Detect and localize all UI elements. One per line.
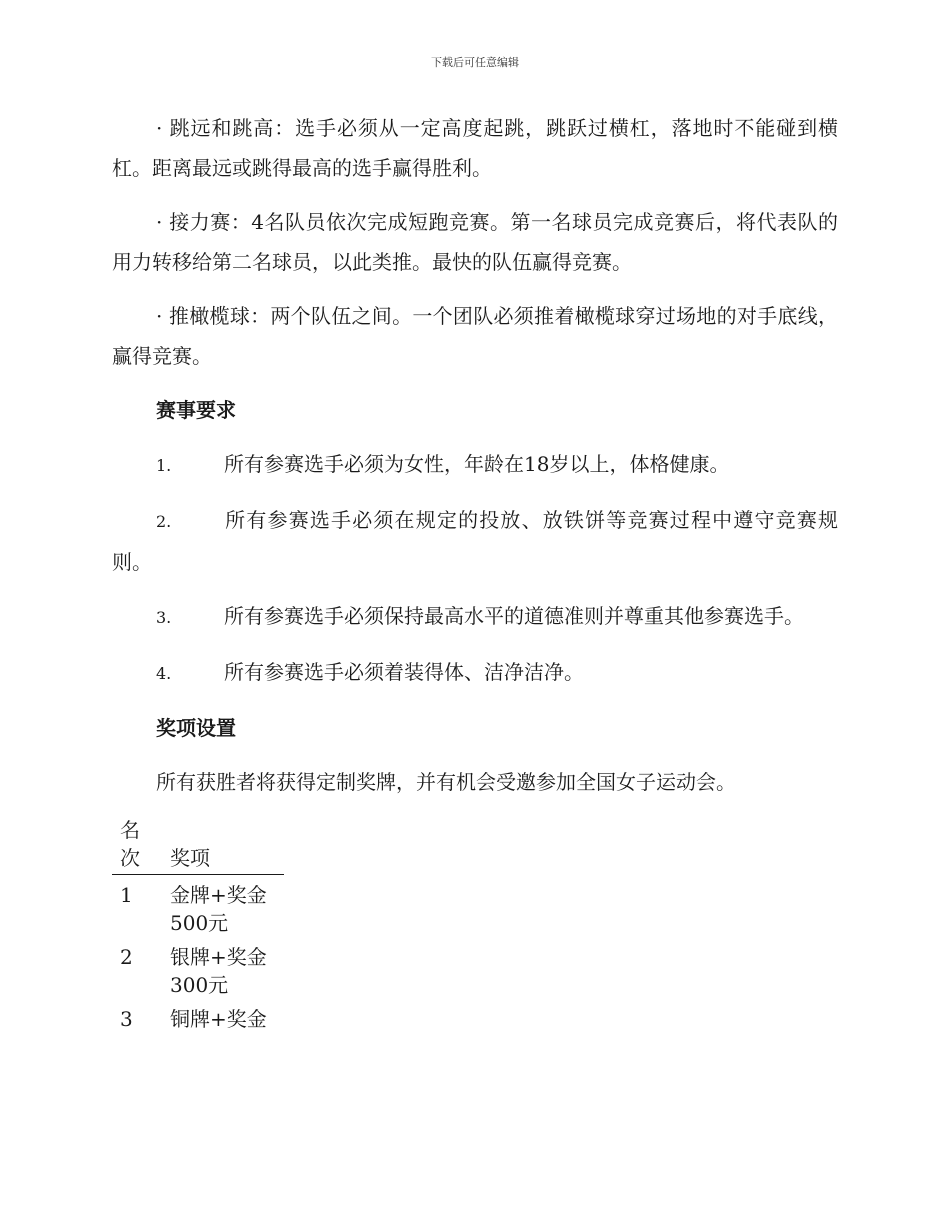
requirement-number: 3. [156,608,172,627]
prize-column-header: 奖项 [170,816,284,875]
prize-cell: 铜牌+奖金 [170,1007,267,1031]
table-header-row [112,816,284,875]
requirement-item [112,652,838,694]
requirements-heading: 赛事要求 [156,398,236,422]
rank-column-header [112,816,170,875]
requirement-number: 1. [156,456,172,475]
requirement-text: 所有参赛选手必须着装得体、洁净洁净。 [224,660,584,684]
requirement-number: 4. [156,664,172,683]
requirement-item [112,500,838,582]
event-push-rugby: · 推橄榄球：两个队伍之间。一个团队必须推着橄榄球穿过场地的对手底线，赢得竞赛。 [112,304,838,368]
table-row [112,937,284,999]
event-relay: · 接力赛：4名队员依次完成短跑竞赛。第一名球员完成竞赛后，将代表队的用力转移给第二名球员，以此类推。最快的队伍赢得竞赛。 [112,210,838,274]
awards-table [112,816,284,1033]
event-long-jump-high-jump: · 跳远和跳高：选手必须从一定高度起跳，跳跃过横杠，落地时不能碰到横杠。距离最远或跳得最高的选手赢得胜利。 [112,116,838,180]
requirement-text: 所有参赛选手必须为女性，年龄在18岁以上，体格健康。 [224,452,730,476]
prize-cell: 银牌+奖金300元 [170,945,267,997]
table-row [112,999,284,1033]
rank-cell: 1 [120,883,133,907]
prize-cell: 金牌+奖金500元 [170,883,267,935]
table-row [112,875,284,938]
requirement-item [112,444,838,486]
requirement-text: 所有参赛选手必须在规定的投放、放铁饼等竞赛过程中遵守竞赛规则。 [112,508,838,574]
requirement-item [112,596,838,638]
document-body [112,108,838,1033]
rank-cell: 2 [120,945,133,969]
requirement-number: 2. [156,512,172,531]
page-header-note: 下载后可任意编辑 [431,56,519,69]
awards-intro: 所有获胜者将获得定制奖牌，并有机会受邀参加全国女子运动会。 [156,770,736,794]
awards-heading: 奖项设置 [156,716,236,740]
requirement-text: 所有参赛选手必须保持最高水平的道德准则并尊重其他参赛选手。 [224,604,804,628]
rank-header-label: 名次 [120,818,140,870]
rank-cell: 3 [120,1007,133,1031]
